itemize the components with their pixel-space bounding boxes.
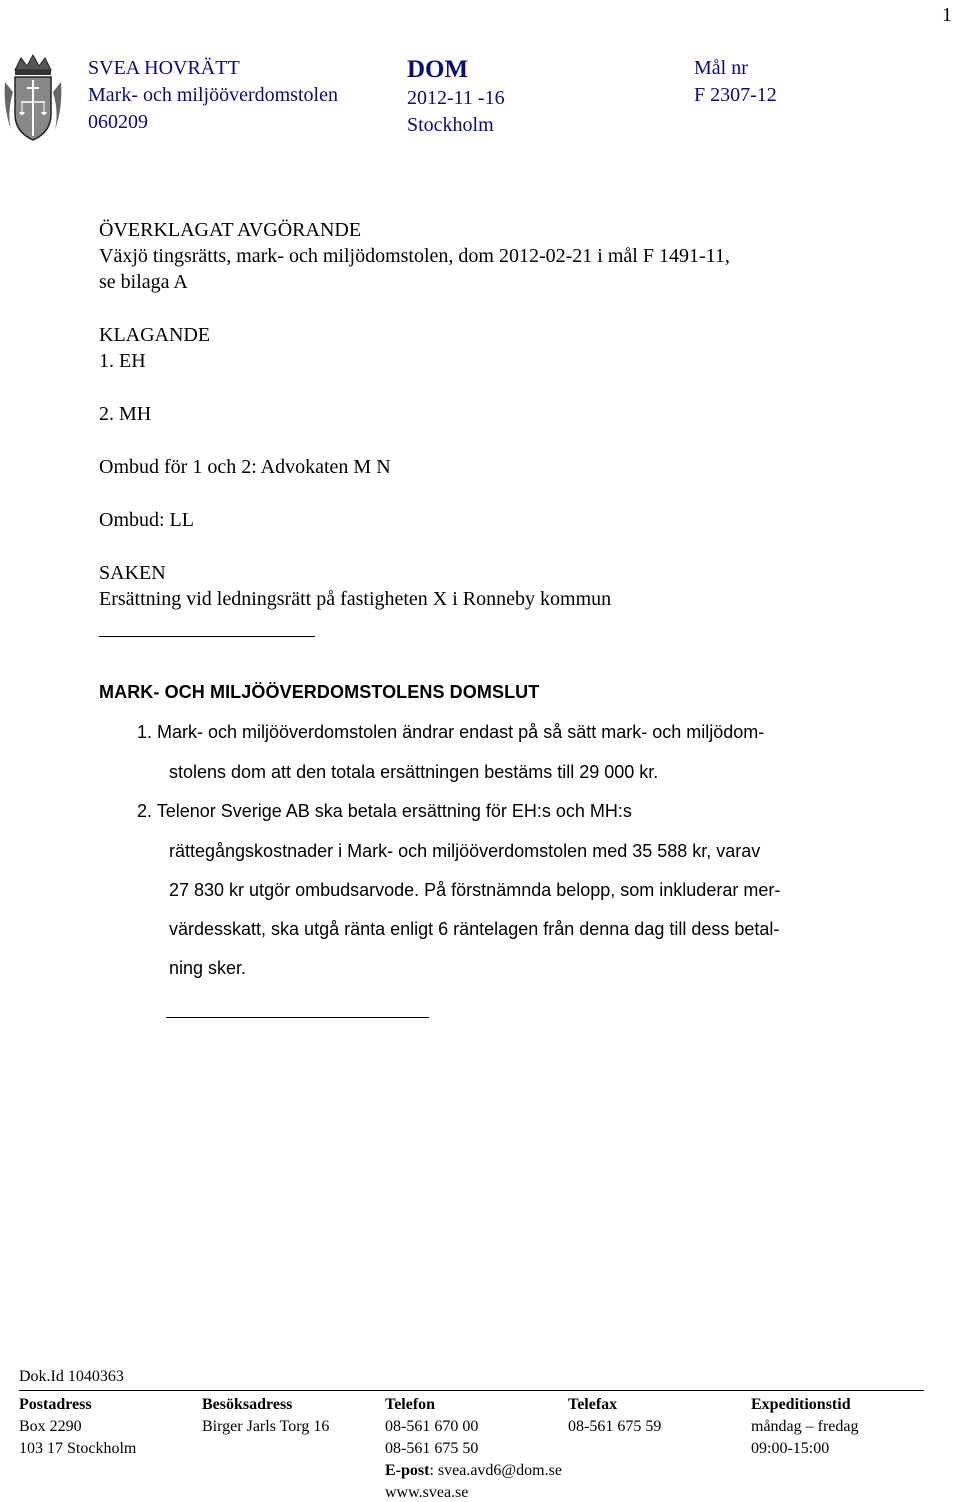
footer-email-label: E-post [385,1462,430,1479]
appellant-heading: KLAGANDE [99,324,211,346]
appellant-counsel: Ombud för 1 och 2: Advokaten M N [99,456,391,478]
footer-fax-label: Telefax [568,1396,618,1413]
appellant-party-1: 1. EH [99,350,146,372]
appellant-party-2: 2. MH [99,403,152,425]
matter-text: Ersättning vid ledningsrätt på fastigheten X i Ronneby kommun [99,588,612,610]
footer-phone-label: Telefon [385,1396,436,1413]
appealed-line-1: Växjö tingsrätts, mark- och miljödomstolen, dom 2012-02-21 i mål F 1491-11, [99,245,730,267]
document-id: Dok.Id 1040363 [19,1368,124,1385]
footer-hours-line-1: måndag – fredag [751,1418,859,1435]
footer-divider [19,1390,924,1391]
footer-website-link[interactable]: www.svea.se [385,1484,469,1501]
footer-visit-line-1: Birger Jarls Torg 16 [202,1418,330,1435]
judgment-item-2-line-4: värdesskatt, ska utgå ränta enligt 6 räntelagen från denna dag till dess betal- [169,919,780,939]
footer-email [385,1462,562,1480]
matter-heading: SAKEN [99,562,166,584]
judgment-item-2-line-1: 2. Telenor Sverige AB ska betala ersättning för EH:s och MH:s [137,801,632,821]
judgment-item-2-line-2: rättegångskostnader i Mark- och miljööverdomstolen med 35 588 kr, varav [169,841,761,861]
document-place: Stockholm [407,114,494,136]
footer-phone-line-1: 08-561 670 00 [385,1418,479,1435]
footer-postal-line-2: 103 17 Stockholm [19,1440,137,1457]
judgment-item-2-line-3: 27 830 kr utgör ombudsarvode. På förstnämnda belopp, som inkluderar mer- [169,880,781,900]
judgment-heading: MARK- OCH MILJÖÖVERDOMSTOLENS DOMSLUT [99,682,540,702]
document-date: 2012-11 -16 [407,87,505,109]
page-number: 1 [942,4,952,26]
court-name: SVEA HOVRÄTT [88,57,240,79]
footer-postal-label: Postadress [19,1396,92,1413]
judgment-item-2-line-5: ning sker. [169,958,247,978]
footer-hours-line-2: 09:00-15:00 [751,1440,830,1457]
court-division: Mark- och miljööverdomstolen [88,84,338,106]
footer-hours-label: Expeditionstid [751,1396,851,1413]
appealed-line-2: se bilaga A [99,271,188,293]
case-number-label: Mål nr [694,57,748,79]
footer-visit-label: Besöksadress [202,1396,293,1413]
judgment-end-divider [166,1017,429,1018]
appealed-heading: ÖVERKLAGAT AVGÖRANDE [99,219,362,241]
judgment-item-1-line-2: stolens dom att den totala ersättningen bestäms till 29 000 kr. [169,762,659,782]
court-code: 060209 [88,111,148,133]
coat-of-arms-logo [3,52,63,144]
appellant-agent: Ombud: LL [99,509,194,531]
judgment-item-1-line-1: 1. Mark- och miljööverdomstolen ändrar endast på så sätt mark- och miljödom- [137,722,765,742]
case-number: F 2307-12 [694,84,777,106]
footer-postal-line-1: Box 2290 [19,1418,82,1435]
footer-email-link[interactable]: : svea.avd6@dom.se [429,1462,562,1479]
document-type: DOM [407,56,469,83]
section-divider [99,636,315,637]
footer-fax-line-1: 08-561 675 59 [568,1418,662,1435]
footer-phone-line-2: 08-561 675 50 [385,1440,479,1457]
